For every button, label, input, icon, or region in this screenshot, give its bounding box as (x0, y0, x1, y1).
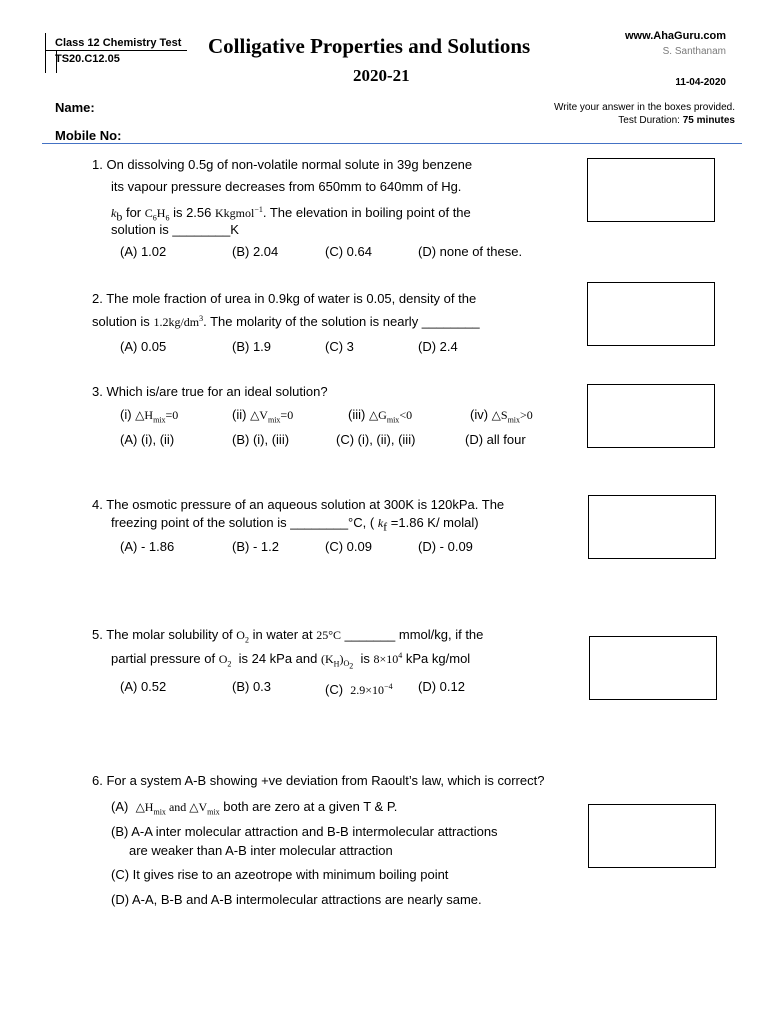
page-title: Colligative Properties and Solutions (208, 34, 531, 58)
name-label: Name: (55, 100, 95, 115)
q5-option-d: (D) 0.12 (418, 679, 465, 694)
author-name: S. Santhanam (662, 46, 726, 57)
q6-option-a-text: both are zero at a given T & P. (223, 799, 398, 814)
q6-option-a: (A) $\triangle H_{mix}$ and $\triangle V_{mix}$ both are zero at a given T & P. (111, 799, 398, 817)
q4-freezing-point: freezing point of the solution is ________°C, (111, 515, 367, 530)
q2-option-a: (A) 0.05 (120, 339, 167, 354)
q3-answer-box[interactable] (587, 384, 715, 448)
q5-line1: 5. The molar solubility of $O_2$ in water at 25°C _______ mmol/kg, if the (92, 627, 484, 645)
q1-option-d: (D) none of these. (418, 244, 523, 259)
q3-line1: 3. Which is/are true for an ideal solution? (92, 384, 328, 399)
q4-kf-value: =1.86 K/ molal) (390, 515, 479, 530)
q2-line1: 2. The mole fraction of urea in 0.9kg of water is 0.05, density of the (92, 291, 477, 306)
q5-option-c-label: (C) (325, 682, 344, 697)
q2-answer-box[interactable] (587, 282, 715, 346)
q5-option-c: (C) $2.9\times 10^{-4}$ (325, 682, 393, 697)
q2-solution-is: solution is (92, 314, 150, 329)
q3-item-i: (i) $\triangle H_{mix}=0$ (120, 407, 179, 425)
q3-option-c: (C) (i), (ii), (iii) (336, 432, 416, 447)
q5-line1-start: 5. The molar solubility of (92, 627, 233, 642)
q5-line1-end: _______ mmol/kg, if the (344, 627, 484, 642)
q1-line1: 1. On dissolving 0.5g of non-volatile normal solute in 39g benzene (92, 157, 473, 172)
website-link[interactable]: www.AhaGuru.com (624, 30, 726, 42)
q1-kb-value: is 2.56 (173, 205, 212, 220)
q5-partial-pressure: partial pressure of (111, 651, 216, 666)
q6-option-d: (D) A-A, B-B and A-B intermolecular attractions are nearly same. (111, 892, 482, 907)
test-code: TS20.C12.05 (55, 53, 120, 65)
q2-option-c: (C) 3 (325, 339, 354, 354)
q6-option-b-line1: (B) A-A inter molecular attraction and B-B intermolecular attractions (111, 824, 498, 839)
q4-option-d: (D) - 0.09 (418, 539, 473, 554)
q1-option-a: (A) 1.02 (120, 244, 167, 259)
q1-option-c: (C) 0.64 (325, 244, 372, 259)
academic-year: 2020-21 (353, 66, 410, 85)
test-date: 11-04-2020 (675, 77, 726, 88)
q5-kpa-and: is 24 kPa and (238, 651, 318, 666)
q2-option-b: (B) 1.9 (232, 339, 272, 354)
q1-for: for (125, 205, 142, 220)
q4-option-a: (A) - 1.86 (120, 539, 175, 554)
header-code-left-rule (45, 33, 46, 73)
q3-option-b: (B) (i), (iii) (232, 432, 290, 447)
test-duration (618, 115, 735, 126)
duration-value: 75 minutes (682, 115, 735, 126)
q1-line3-end: . The elevation in boiling point of the (262, 205, 471, 220)
q2-line2: solution is $1.2kg/dm^3$. The molarity of the solution is nearly ________ (92, 314, 480, 329)
q4-line1: 4. The osmotic pressure of an aqueous solution at 300K is 120kPa. The (92, 497, 505, 512)
q4-option-c: (C) 0.09 (325, 539, 372, 554)
q3-item-iv-label: (iv) (470, 407, 489, 422)
q1-line2: its vapour pressure decreases from 650mm to 640mm of Hg. (111, 179, 462, 194)
q4-line2: freezing point of the solution is ________°C, ( $k_f =1.86$ K/ molal) (111, 515, 479, 534)
q6-answer-box[interactable] (588, 804, 716, 868)
q3-item-ii: (ii) $\triangle V_{mix}=0$ (232, 407, 294, 425)
q3-option-d: (D) all four (465, 432, 526, 447)
q3-item-iii-label: (iii) (348, 407, 366, 422)
q1-line3: $k_b$ for $C_6H_6$ is 2.56 Kkgmol$^{-1}$. The elevation in boiling point of the (111, 205, 471, 224)
q5-option-b: (B) 0.3 (232, 679, 272, 694)
q2-option-d: (D) 2.4 (418, 339, 458, 354)
q2-line2-end: . The molarity of the solution is nearly ________ (203, 314, 480, 329)
q4-answer-box[interactable] (588, 495, 716, 559)
q5-is: is (360, 651, 370, 666)
q5-line2: partial pressure of $O_2$ is 24 kPa and $(K_H)_{O_2}$ is $8\times 10^4$ kPa kg/mol (111, 651, 471, 671)
q3-item-iv: (iv) $\triangle S_{mix}>0$ (470, 407, 533, 425)
instruction-text: Write your answer in the boxes provided. (553, 102, 735, 113)
q1-answer-box[interactable] (587, 158, 715, 222)
q6-option-a-label: (A) (111, 799, 129, 814)
q5-answer-box[interactable] (589, 636, 717, 700)
header-separator (42, 143, 742, 144)
q3-item-iii: (iii) $\triangle G_{mix}<0$ (348, 407, 413, 425)
q5-in-water-at: in water at (252, 627, 313, 642)
q3-item-ii-label: (ii) (232, 407, 247, 422)
q6-option-b-line2: are weaker than A-B inter molecular attraction (129, 843, 393, 858)
mobile-label: Mobile No: (55, 128, 122, 143)
q5-option-a: (A) 0.52 (120, 679, 167, 694)
q1-line4: solution is ________K (111, 222, 239, 237)
q1-option-b: (B) 2.04 (232, 244, 279, 259)
course-label: Class 12 Chemistry Test (55, 37, 182, 49)
q6-line1: 6. For a system A-B showing +ve deviation from Raoult’s law, which is correct? (92, 773, 545, 788)
q3-item-i-label: (i) (120, 407, 132, 422)
q5-units: kPa kg/mol (405, 651, 471, 666)
q4-option-b: (B) - 1.2 (232, 539, 279, 554)
q3-option-a: (A) (i), (ii) (120, 432, 175, 447)
q6-option-c: (C) It gives rise to an azeotrope with minimum boiling point (111, 867, 449, 882)
duration-label: Test Duration: (618, 115, 683, 126)
header-code-mid-rule (45, 50, 187, 51)
